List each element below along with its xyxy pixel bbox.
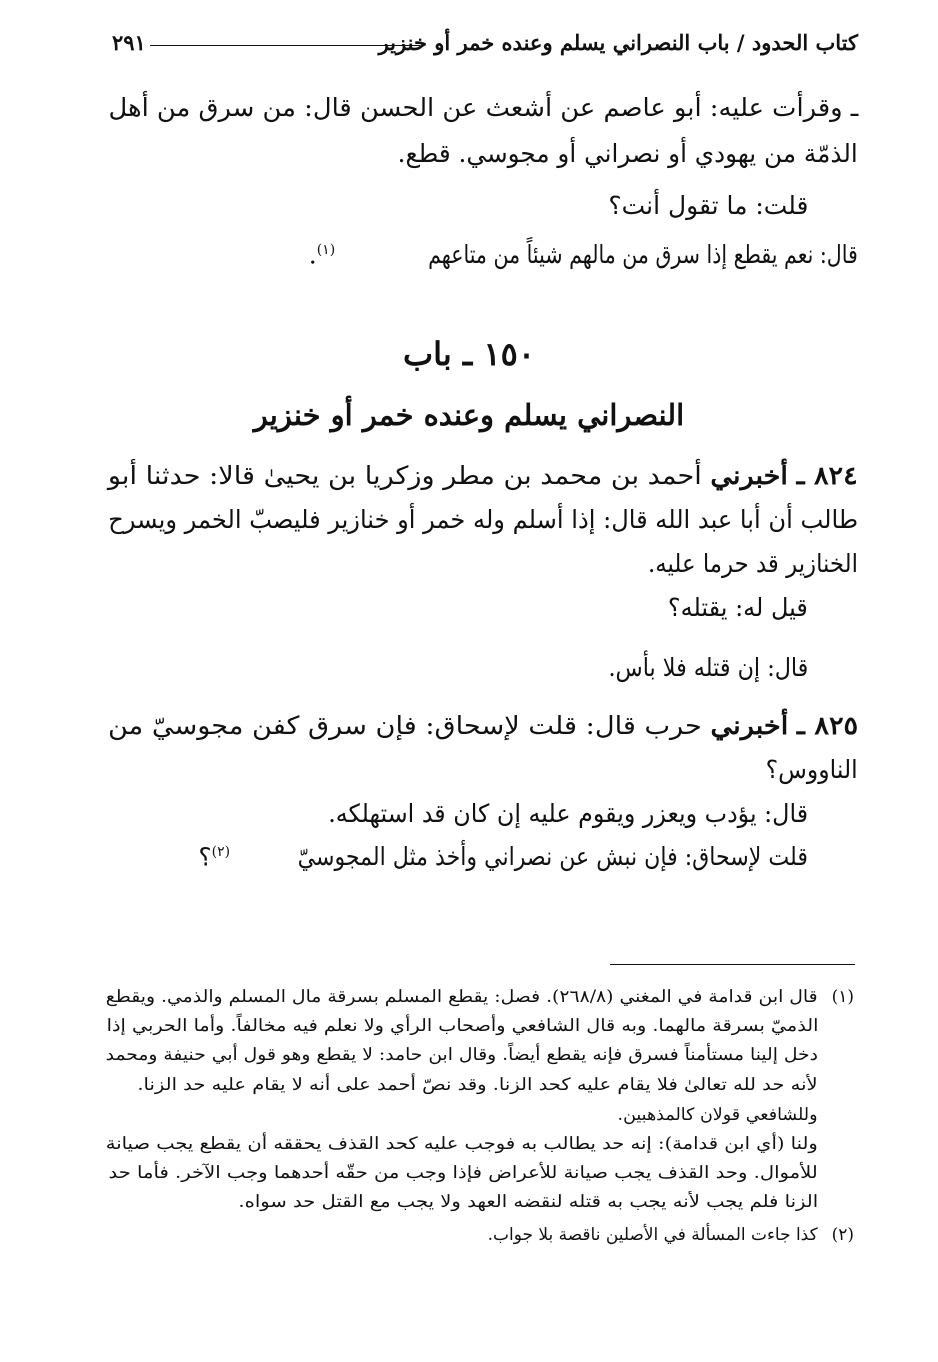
footnote-1-line-7: للأموال. وحد القذف يجب صيانة للأعراض فإذا وجب من حقّه أحدهما وجب الآخر. فأما حد bbox=[108, 1163, 818, 1183]
hadith-824-line-2: طالب أن أبا عبد الله قال: إذا أسلم وله خمر أو خنازير فليصبّ الخمر ويسرح bbox=[108, 505, 858, 534]
hadith-824-number: ٨٢٤ ـ bbox=[796, 461, 858, 490]
footnote-2-label: (٢) bbox=[831, 1225, 854, 1245]
hadith-825-number: ٨٢٥ ـ bbox=[796, 711, 858, 740]
hadith-825-line-1: حرب قال: قلت لإسحاق: فإن سرق كفن مجوسيّ من bbox=[107, 711, 702, 740]
hadith-824-question: قيل له: يقتله؟ bbox=[667, 593, 808, 622]
intro-question: قلت: ما تقول أنت؟ bbox=[607, 191, 808, 220]
hadith-825-answer: قال: يؤدب ويعزر ويقوم عليه إن كان قد استهلكه. bbox=[328, 799, 808, 828]
hadith-825-keyword: أخبرني bbox=[710, 711, 789, 740]
footnote-1-line-4: لأنه حد لله تعالىٰ فلا يقام عليه كحد الزنا. وقد نصّ أحمد على أنه لا يقام عليه حد الزنا. bbox=[137, 1075, 818, 1095]
intro-line-2: الذمّة من يهودي أو نصراني أو مجوسي. قطع. bbox=[397, 139, 858, 168]
hadith-824-line-3: الخنازير قد حرما عليه. bbox=[648, 549, 858, 578]
footnote-1-line-3: دخل إلينا مستأمناً فسرق فإنه يقطع أيضاً. وقال ابن حامد: لا يقطع وهو قول أبي حنيفة ومحمد bbox=[105, 1045, 818, 1065]
footnote-rule bbox=[610, 964, 855, 965]
running-title: كتاب الحدود / باب النصراني يسلم وعنده خمر أو خنزير bbox=[378, 30, 858, 55]
footnote-1-line-8: الزنا فلم يجب لأنه يجب به قتله لنقضه العهد ولا يجب مع القتل حد سواه. bbox=[238, 1192, 818, 1212]
hadith-825-question: قلت لإسحاق: فإن نبش عن نصراني وأخذ مثل المجوسيّ bbox=[297, 842, 808, 872]
intro-answer: قال: نعم يقطع إذا سرق من مالهم شيئاً من متاعهم bbox=[428, 240, 858, 270]
header-rule bbox=[150, 45, 420, 46]
page-number: ٢٩١ bbox=[112, 30, 146, 55]
hadith-824-keyword: أخبرني bbox=[710, 461, 789, 490]
hadith-824-answer: قال: إن قتله فلا بأس. bbox=[608, 653, 808, 682]
chapter-title: النصراني يسلم وعنده خمر أو خنزير bbox=[253, 398, 685, 432]
footnote-1-line-6: ولنا (أي ابن قدامة): إنه حد يطالب به فوجب عليه كحد القذف يحققه أن يقطع يجب صيانة bbox=[105, 1134, 818, 1154]
intro-line-1: ـ وقرأت عليه: أبو عاصم عن أشعث عن الحسن قال: من سرق من أهل bbox=[108, 93, 858, 122]
footnote-1-line-2: الذميّ بسرقة مالهما. وبه قال الشافعي وأصحاب الرأي ولا نعلم فيه مخالفاً. وأما الحربي إذا bbox=[106, 1016, 818, 1036]
footnote-ref-2: (٢) bbox=[211, 844, 231, 860]
footnote-ref-1: (١) bbox=[316, 242, 336, 258]
footnote-1-label: (١) bbox=[831, 987, 854, 1007]
footnote-2-text: كذا جاءت المسألة في الأصلين ناقصة بلا جواب. bbox=[487, 1225, 818, 1245]
hadith-825-line-2: الناووس؟ bbox=[766, 755, 858, 784]
footnote-1-line-1: قال ابن قدامة في المغني (٢٦٨/٨). فصل: يقطع المسلم بسرقة مال المسلم والذمي. ويقطع bbox=[106, 987, 818, 1007]
chapter-number: ١٥٠ ـ باب bbox=[403, 335, 535, 373]
footnote-1-line-5: وللشافعي قولان كالمذهبين. bbox=[618, 1105, 818, 1125]
hadith-825-question-mark: ؟ bbox=[198, 842, 212, 872]
hadith-824-line-1: أحمد بن محمد بن مطر وزكريا بن يحيىٰ قالا: حدثنا أبو bbox=[108, 461, 703, 490]
intro-answer-period: . bbox=[308, 240, 317, 270]
